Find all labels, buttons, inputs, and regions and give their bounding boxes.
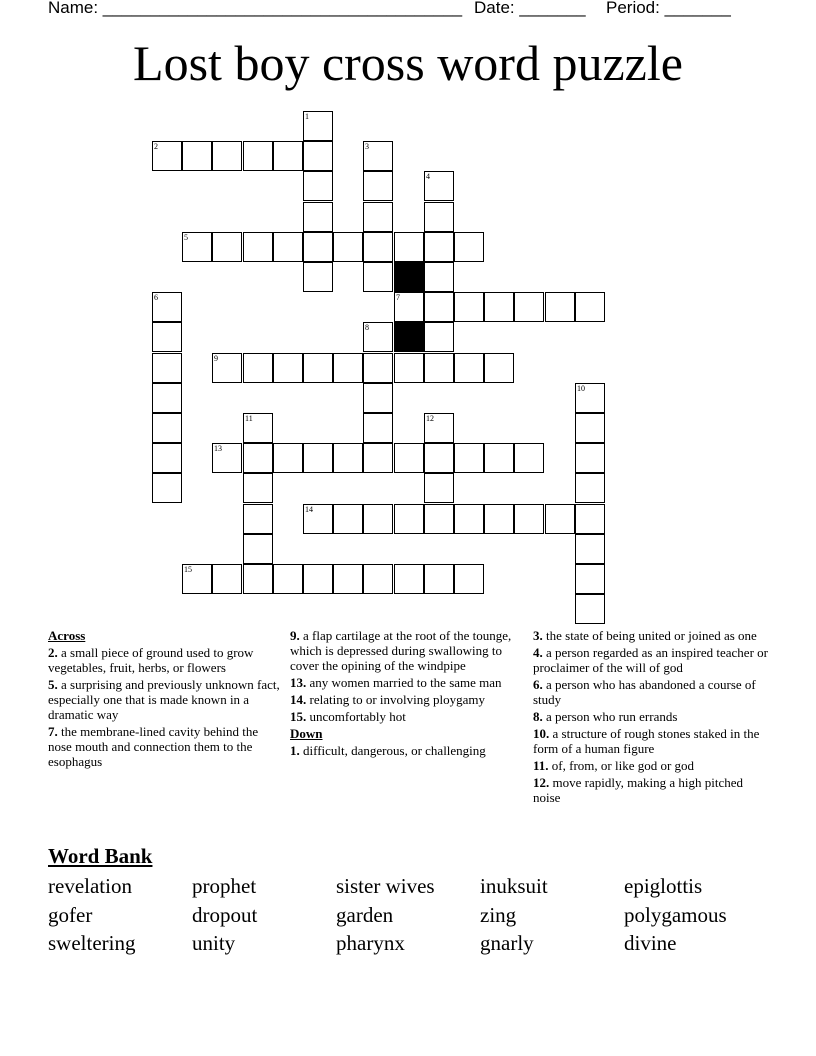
- word-bank-item: pharynx: [336, 931, 405, 955]
- clue-number-3: 3: [365, 142, 369, 151]
- word-bank-item: polygamous: [624, 903, 727, 927]
- clue-number-5: 5: [184, 233, 188, 242]
- grid-cell[interactable]: [454, 232, 484, 262]
- clue-across-9: 9. a flap cartilage at the root of the tounge, which is depressed during swallowing to cover the opining of the windpipe: [290, 628, 512, 673]
- word-bank-item: prophet: [192, 874, 257, 898]
- grid-cell[interactable]: [363, 141, 393, 171]
- clue-across-5: 5. a surprising and previously unknown fact, especially one that is made known in a dramatic way: [48, 677, 280, 722]
- grid-cell[interactable]: [212, 443, 242, 473]
- clue-number-14: 14: [305, 505, 313, 514]
- clue-down-6: 6. a person who has abandoned a course of study: [533, 677, 756, 707]
- grid-cell[interactable]: [424, 413, 454, 443]
- grid-cell[interactable]: [484, 353, 514, 383]
- word-bank-title: Word Bank: [48, 844, 153, 868]
- grid-cell[interactable]: [363, 413, 393, 443]
- grid-cell[interactable]: [514, 443, 544, 473]
- grid-cell[interactable]: [212, 232, 242, 262]
- grid-cell[interactable]: [152, 322, 182, 352]
- grid-cell[interactable]: [303, 564, 333, 594]
- grid-cell[interactable]: [243, 504, 273, 534]
- grid-cell[interactable]: [363, 564, 393, 594]
- grid-cell[interactable]: [212, 564, 242, 594]
- name-field[interactable]: Name: ______________________________________: [48, 0, 463, 17]
- clue-down-3: 3. the state of being united or joined as one: [533, 628, 757, 643]
- grid-cell[interactable]: [363, 353, 393, 383]
- grid-cell[interactable]: [303, 111, 333, 141]
- grid-cell[interactable]: [394, 504, 424, 534]
- clue-number-4: 4: [426, 172, 430, 181]
- grid-cell[interactable]: [182, 564, 212, 594]
- grid-cell[interactable]: [152, 443, 182, 473]
- grid-cell[interactable]: [424, 504, 454, 534]
- clues-column-2: [290, 628, 526, 760]
- grid-cell[interactable]: [152, 383, 182, 413]
- grid-cell[interactable]: [424, 292, 454, 322]
- word-bank-item: revelation: [48, 874, 132, 898]
- grid-cell[interactable]: [303, 202, 333, 232]
- grid-cell[interactable]: [394, 564, 424, 594]
- clues-column-1: [48, 628, 284, 771]
- grid-cell[interactable]: [243, 473, 273, 503]
- grid-cell[interactable]: [363, 262, 393, 292]
- clue-number-8: 8: [365, 323, 369, 332]
- period-field[interactable]: Period: _______: [606, 0, 731, 17]
- clue-across-2: 2. a small piece of ground used to grow vegetables, fruit, herbs, or flowers: [48, 645, 254, 675]
- grid-cell[interactable]: [454, 443, 484, 473]
- grid-cell[interactable]: [575, 383, 605, 413]
- grid-cell[interactable]: [303, 141, 333, 171]
- page-title: Lost boy cross word puzzle: [133, 35, 683, 91]
- grid-cell[interactable]: [454, 292, 484, 322]
- grid-cell[interactable]: [243, 141, 273, 171]
- grid-cell[interactable]: [575, 564, 605, 594]
- word-bank-item: dropout: [192, 903, 258, 927]
- word-bank-item: inuksuit: [480, 874, 548, 898]
- grid-cell[interactable]: [243, 353, 273, 383]
- word-bank-item: sweltering: [48, 931, 136, 955]
- grid-cell[interactable]: [424, 443, 454, 473]
- grid-cell[interactable]: [333, 232, 363, 262]
- grid-cell[interactable]: [394, 232, 424, 262]
- grid-cell[interactable]: [152, 141, 182, 171]
- grid-cell[interactable]: [394, 353, 424, 383]
- grid-cell[interactable]: [182, 232, 212, 262]
- grid-cell[interactable]: [575, 413, 605, 443]
- grid-cell[interactable]: [484, 292, 514, 322]
- grid-cell[interactable]: [363, 322, 393, 352]
- clue-number-10: 10: [577, 384, 585, 393]
- grid-cell[interactable]: [243, 534, 273, 564]
- grid-cell[interactable]: [424, 353, 454, 383]
- blocked-cell: [394, 262, 424, 292]
- word-bank-item: unity: [192, 931, 236, 955]
- grid-cell[interactable]: [484, 504, 514, 534]
- grid-cell[interactable]: [152, 473, 182, 503]
- grid-cell[interactable]: [575, 292, 605, 322]
- word-bank-item: epiglottis: [624, 874, 703, 898]
- word-bank-item: garden: [336, 903, 394, 927]
- grid-cell[interactable]: [545, 504, 575, 534]
- clue-number-9: 9: [214, 354, 218, 363]
- grid-cell[interactable]: [545, 292, 575, 322]
- clue-across-14: 14. relating to or involving ploygamy: [290, 692, 485, 707]
- grid-cell[interactable]: [424, 473, 454, 503]
- grid-cell[interactable]: [303, 262, 333, 292]
- grid-cell[interactable]: [363, 504, 393, 534]
- across-heading: Across: [48, 628, 86, 643]
- grid-cell[interactable]: [243, 564, 273, 594]
- grid-cell[interactable]: [303, 171, 333, 201]
- grid-cell[interactable]: [182, 141, 212, 171]
- clue-number-6: 6: [154, 293, 158, 302]
- grid-cell[interactable]: [575, 534, 605, 564]
- grid-cell[interactable]: [424, 202, 454, 232]
- grid-cell[interactable]: [424, 262, 454, 292]
- grid-cell[interactable]: [424, 322, 454, 352]
- word-bank-item: gnarly: [480, 931, 534, 955]
- grid-cell[interactable]: [303, 443, 333, 473]
- grid-cell[interactable]: [394, 292, 424, 322]
- clue-across-15: 15. uncomfortably hot: [290, 709, 406, 724]
- grid-cell[interactable]: [454, 564, 484, 594]
- grid-cell[interactable]: [152, 353, 182, 383]
- clues-column-3: [533, 628, 769, 807]
- down-heading: Down: [290, 726, 323, 741]
- grid-cell[interactable]: [424, 171, 454, 201]
- clue-number-12: 12: [426, 414, 434, 423]
- grid-cell[interactable]: [514, 504, 544, 534]
- grid-cell[interactable]: [424, 232, 454, 262]
- grid-cell[interactable]: [333, 443, 363, 473]
- grid-cell[interactable]: [243, 413, 273, 443]
- grid-cell[interactable]: [152, 413, 182, 443]
- grid-cell[interactable]: [303, 232, 333, 262]
- grid-cell[interactable]: [333, 564, 363, 594]
- clue-down-8: 8. a person who run errands: [533, 709, 678, 724]
- grid-cell[interactable]: [273, 232, 303, 262]
- clue-number-2: 2: [154, 142, 158, 151]
- grid-cell[interactable]: [333, 504, 363, 534]
- clue-across-13: 13. any women married to the same man: [290, 675, 502, 690]
- clue-number-7: 7: [396, 293, 400, 302]
- grid-cell[interactable]: [424, 564, 454, 594]
- grid-cell[interactable]: [363, 232, 393, 262]
- grid-cell[interactable]: [243, 232, 273, 262]
- clue-across-7: 7. the membrane-lined cavity behind the nose mouth and connection them to the esophagus: [48, 724, 259, 769]
- clue-down-10: 10. a structure of rough stones staked in the form of a human figure: [533, 726, 760, 756]
- clue-number-13: 13: [214, 444, 222, 453]
- grid-cell[interactable]: [273, 564, 303, 594]
- clue-number-11: 11: [245, 414, 253, 423]
- grid-cell[interactable]: [273, 141, 303, 171]
- grid-cell[interactable]: [575, 504, 605, 534]
- grid-cell[interactable]: [575, 473, 605, 503]
- grid-cell[interactable]: [212, 141, 242, 171]
- blocked-cell: [394, 322, 424, 352]
- grid-cell[interactable]: [152, 292, 182, 322]
- word-bank-item: zing: [480, 903, 517, 927]
- clue-down-11: 11. of, from, or like god or god: [533, 758, 695, 773]
- word-bank-item: sister wives: [336, 874, 435, 898]
- clue-number-15: 15: [184, 565, 192, 574]
- grid-cell[interactable]: [243, 443, 273, 473]
- clue-number-1: 1: [305, 112, 309, 121]
- date-field[interactable]: Date: _______: [474, 0, 586, 17]
- grid-cell[interactable]: [363, 383, 393, 413]
- grid-cell[interactable]: [273, 353, 303, 383]
- grid-cell[interactable]: [363, 202, 393, 232]
- grid-cell[interactable]: [363, 171, 393, 201]
- clue-down-12: 12. move rapidly, making a high pitched noise: [533, 775, 743, 805]
- grid-cell[interactable]: [454, 504, 484, 534]
- grid-cell[interactable]: [303, 353, 333, 383]
- grid-cell[interactable]: [575, 443, 605, 473]
- grid-cell[interactable]: [484, 443, 514, 473]
- word-bank-item: gofer: [48, 903, 93, 927]
- word-bank-item: divine: [624, 931, 677, 955]
- grid-cell[interactable]: [575, 594, 605, 624]
- clue-down-4: 4. a person regarded as an inspired teacher or proclaimer of the will of god: [533, 645, 768, 675]
- clue-down-1: 1. difficult, dangerous, or challenging: [290, 743, 486, 758]
- grid-cell[interactable]: [394, 443, 424, 473]
- grid-cell[interactable]: [363, 443, 393, 473]
- grid-cell[interactable]: [333, 353, 363, 383]
- grid-cell[interactable]: [454, 353, 484, 383]
- grid-cell[interactable]: [273, 443, 303, 473]
- grid-cell[interactable]: [212, 353, 242, 383]
- grid-cell[interactable]: [514, 292, 544, 322]
- grid-cell[interactable]: [303, 504, 333, 534]
